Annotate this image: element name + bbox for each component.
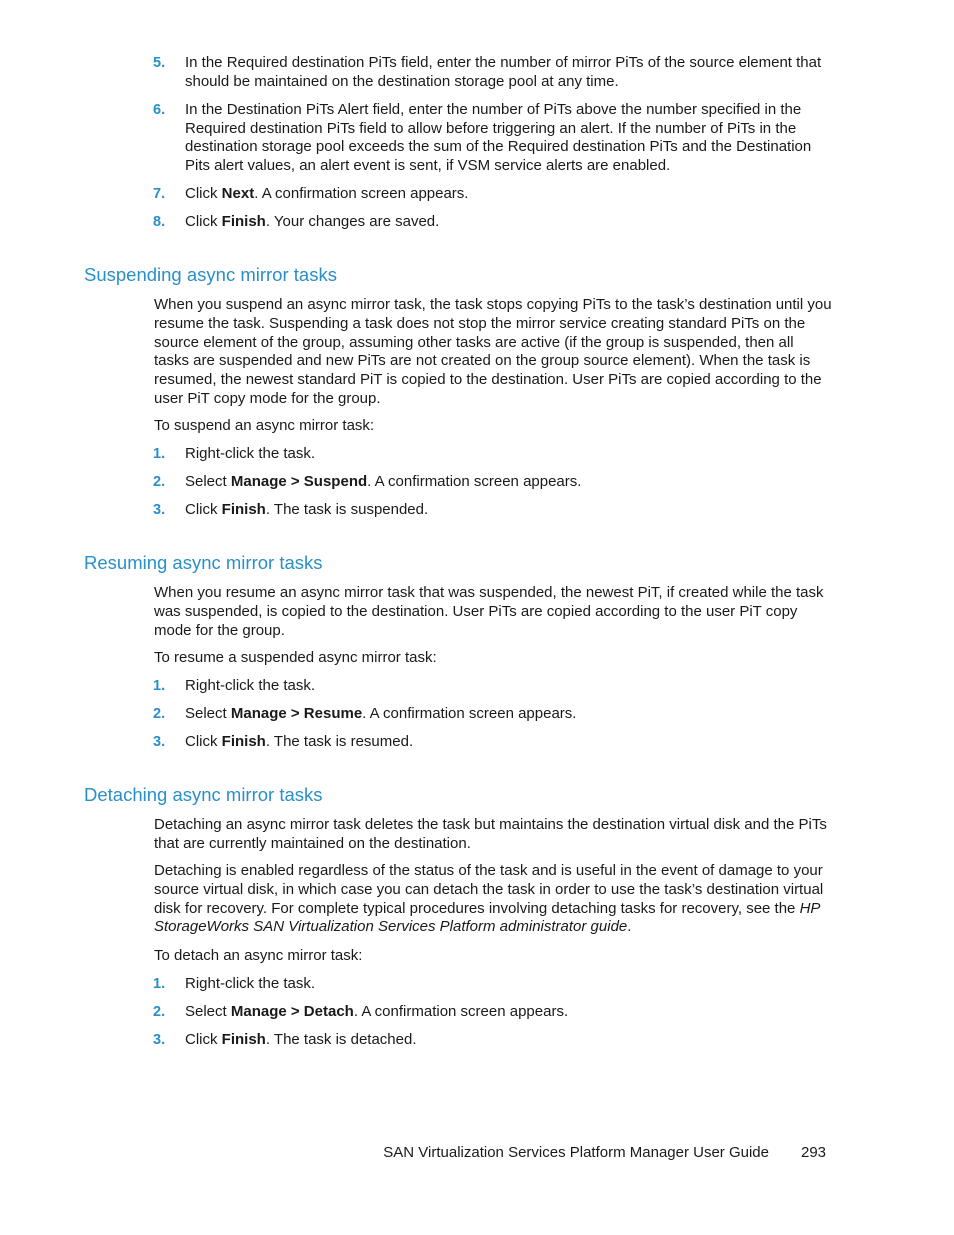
step-number: 3. [153, 734, 166, 750]
section-heading-detach: Detaching async mirror tasks [84, 784, 323, 805]
step-text: Right-click the task. [185, 975, 316, 992]
suspend-intro: When you suspend an async mirror task, the task stops copying PiTs to the task’s destination until you resume the task. Suspending a task does not stop the mirror service creating standard PiTs on the source element of the group, assuming other tasks are active (if the group is suspended, then all tasks are suspended and new PiTs are not created on the group source element). When the task is resumed, the newest standard PiT is copied to the destination. User PiTs are copied according to the user PiT copy mode for the group. [154, 296, 832, 407]
step-number: 1. [153, 678, 166, 694]
page-number: 293 [801, 1144, 827, 1161]
resume-lead: To resume a suspended async mirror task: [154, 649, 437, 666]
step-number: 3. [153, 502, 166, 518]
step-number: 5. [153, 55, 166, 71]
step-number: 3. [153, 1032, 166, 1048]
step-text: Right-click the task. [185, 677, 316, 694]
step-number: 7. [153, 186, 166, 202]
ui-term: Finish [221, 733, 266, 750]
ui-term: Manage > Detach [230, 1003, 354, 1020]
step-text: Click Finish. The task is suspended. [185, 501, 429, 518]
document-reference: HP StorageWorks SAN Virtualization Services Platform administrator guide [154, 899, 820, 936]
step-text: Click Next. A confirmation screen appears. [185, 185, 469, 202]
step-text: Click Finish. The task is resumed. [185, 733, 414, 750]
step-number: 1. [153, 446, 166, 462]
step-number: 2. [153, 706, 166, 722]
ui-term: Finish [221, 213, 266, 230]
ui-term: Manage > Resume [230, 705, 363, 722]
step-text: In the Destination PiTs Alert field, enter the number of PiTs above the number specified in the Required destination PiTs field to allow before triggering an alert. If the number of PiTs in the destination storage pool exceeds the sum of the Required destination PiTs and the Destination Pits alert values, an alert event is sent, if VSM service alerts are enabled. [185, 101, 812, 174]
section-heading-resume: Resuming async mirror tasks [84, 552, 323, 573]
footer-title: SAN Virtualization Services Platform Manager User Guide [383, 1144, 769, 1161]
step-text: Select Manage > Resume. A confirmation screen appears. [185, 705, 577, 722]
step-text: Select Manage > Suspend. A confirmation screen appears. [185, 473, 582, 490]
step-text: Select Manage > Detach. A confirmation screen appears. [185, 1003, 569, 1020]
step-text: In the Required destination PiTs field, enter the number of mirror PiTs of the source element that should be maintained on the destination storage pool at any time. [185, 54, 822, 90]
step-number: 8. [153, 214, 166, 230]
resume-intro: When you resume an async mirror task that was suspended, the newest PiT, if created while the task was suspended, is copied to the destination. User PiTs are copied according to the user PiT copy mode for the group. [154, 584, 824, 639]
ui-term: Finish [221, 1031, 266, 1048]
detach-detail: Detaching is enabled regardless of the status of the task and is useful in the event of damage to your source virtual disk, in which case you can detach the task in order to use the task’s destination virtual disk for recovery. For complete typical procedures involving detaching tasks for recovery, see the HP StorageWorks SAN Virtualization Services Platform administrator guide. [154, 862, 824, 936]
ui-term: Manage > Suspend [230, 473, 368, 490]
step-text: Click Finish. Your changes are saved. [185, 213, 440, 230]
step-number: 2. [153, 474, 166, 490]
step-number: 1. [153, 976, 166, 992]
step-text: Right-click the task. [185, 445, 316, 462]
suspend-lead: To suspend an async mirror task: [154, 417, 375, 434]
step-text: Click Finish. The task is detached. [185, 1031, 417, 1048]
ui-term: Finish [221, 501, 266, 518]
step-number: 6. [153, 102, 166, 118]
detach-lead: To detach an async mirror task: [154, 947, 363, 964]
step-number: 2. [153, 1004, 166, 1020]
section-heading-suspend: Suspending async mirror tasks [84, 264, 337, 285]
detach-intro: Detaching an async mirror task deletes the task but maintains the destination virtual disk and the PiTs that are currently maintained on the destination. [154, 816, 827, 852]
ui-term: Next [221, 185, 255, 202]
